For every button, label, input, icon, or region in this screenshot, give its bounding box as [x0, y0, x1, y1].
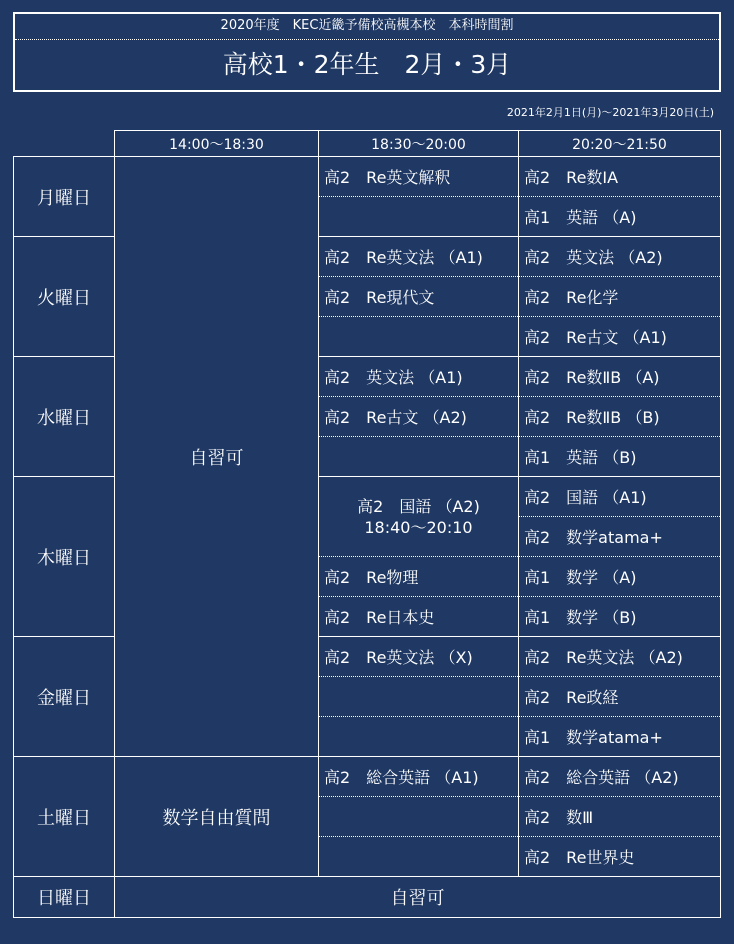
- class-slot: 高2 Re英文法 （A2): [524, 648, 683, 667]
- class-slot: 高2 総合英語 （A1): [324, 768, 479, 787]
- class-slot: 高2 英文法 （A2): [524, 248, 663, 267]
- day-wednesday: 水曜日: [13, 356, 115, 477]
- org-line: 2020年度 KEC近畿予備校高槻本校 本科時間割: [15, 14, 719, 40]
- header-box: [13, 12, 721, 92]
- column-header-1: 14:00～18:30: [114, 130, 319, 157]
- saturday-math-questions: 数学自由質問: [114, 756, 319, 877]
- class-slot: 高2 Re日本史: [324, 608, 435, 627]
- class-slot-time: 18:40～20:10: [364, 517, 473, 537]
- class-slot: [319, 717, 518, 756]
- class-slot: 高2 Re物理: [324, 568, 419, 587]
- column-header-2: 18:30～20:00: [318, 130, 519, 157]
- class-slot: 高2 英文法 （A1): [324, 368, 463, 387]
- class-slot: [319, 797, 518, 836]
- class-slot: [319, 837, 518, 876]
- class-slot: 高2 Re英文解釈: [324, 168, 451, 187]
- day-thursday: 木曜日: [13, 476, 115, 637]
- class-slot: 高1 数学 （A): [524, 568, 637, 587]
- class-slot: 高2 Re数ⅡB （A): [524, 368, 660, 387]
- sunday-self-study: 自習可: [114, 876, 721, 918]
- class-slot: 高2 Re古文 （A1): [524, 328, 667, 347]
- class-slot: 高2 総合英語 （A2): [524, 768, 679, 787]
- class-slot: 高2 Re化学: [524, 288, 619, 307]
- day-sunday: 日曜日: [13, 876, 115, 918]
- class-slot: [319, 437, 518, 476]
- class-slot-special: [319, 477, 518, 556]
- day-tuesday: 火曜日: [13, 236, 115, 357]
- day-friday: 金曜日: [13, 636, 115, 757]
- day-saturday: 土曜日: [13, 756, 115, 877]
- class-slot: 高1 数学atama+: [524, 728, 663, 747]
- page-title: 高校1・2年生 2月・3月: [222, 50, 512, 79]
- class-slot: 高2 Re英文法 （X): [324, 648, 473, 667]
- class-slot: [319, 197, 518, 236]
- class-slot: 高1 英語 （A): [524, 208, 637, 227]
- class-slot: 高2 Re現代文: [324, 288, 435, 307]
- class-slot-title: 高2 国語 （A2): [357, 496, 480, 516]
- column-header-3: 20:20～21:50: [518, 130, 721, 157]
- class-slot: 高1 英語 （B): [524, 448, 637, 467]
- class-slot: 高2 Re政経: [524, 688, 619, 707]
- class-slot: [319, 677, 518, 716]
- day-monday: 月曜日: [13, 156, 115, 237]
- class-slot: 高2 Re英文法 （A1): [324, 248, 483, 267]
- class-slot: 高2 Re数ⅡB （B): [524, 408, 660, 427]
- class-slot: 高2 Re数ⅠA: [524, 168, 619, 187]
- class-slot: 高1 数学 （B): [524, 608, 637, 627]
- class-slot: 高2 国語 （A1): [524, 488, 647, 507]
- self-study-weekday: 自習可: [114, 156, 319, 757]
- class-slot: 高2 数学atama+: [524, 528, 663, 547]
- class-slot: 高2 数Ⅲ: [524, 808, 594, 827]
- class-slot: 高2 Re古文 （A2): [324, 408, 467, 427]
- date-range: 2021年2月1日(月)～2021年3月20日(土): [506, 106, 714, 119]
- class-slot: 高2 Re世界史: [524, 848, 635, 867]
- timetable: [13, 130, 721, 918]
- class-slot: [319, 317, 518, 356]
